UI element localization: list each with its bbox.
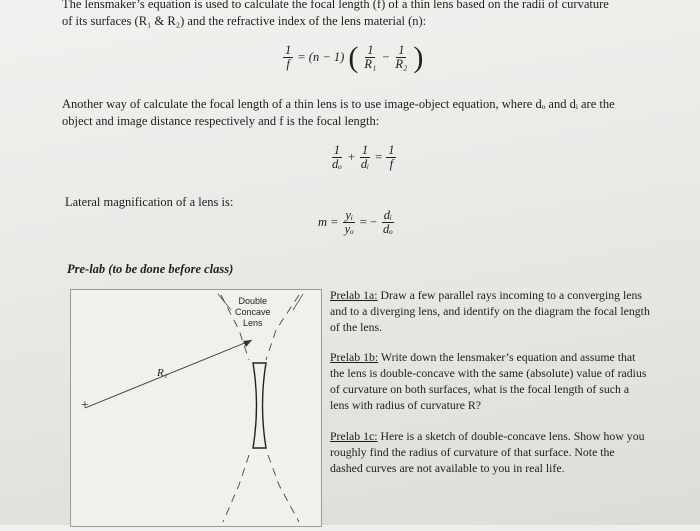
image-object-equation — [330, 144, 396, 171]
magnification-equation — [318, 209, 395, 236]
plus-sign: + — [347, 150, 355, 164]
lens-diagram — [70, 289, 322, 527]
lower-right-dashed-curve — [268, 455, 299, 522]
f-fraction: $\frac{1}{f}$ — [388, 143, 395, 171]
lower-left-dashed-curve — [223, 455, 249, 522]
y-fraction: $\frac{\text{yᵢ}}{\text{yₒ}}$ — [344, 208, 354, 236]
equals-sign: = — [375, 150, 383, 164]
upper-right-dashed-curve — [266, 295, 299, 360]
label-pointer-1 — [218, 294, 231, 310]
open-paren: ( — [348, 40, 359, 74]
radius-label: R₁ — [157, 367, 168, 379]
prelab-1c: Prelab 1c: Here is a sketch of double-concave lens. Show how you roughly find the radius of curvature of that surface. Note the dashed curves are not available to you in real life. — [330, 429, 645, 475]
close-paren: ) — [413, 40, 424, 74]
intro-paragraph — [62, 0, 692, 30]
prelab-1a: Prelab 1a: Draw a few parallel rays incoming to a converging lens and to a diverging lens, and identify on the diagram the focal length of the lens. — [330, 288, 650, 334]
image-object-line-1: Another way of calculate the focal length of a thin lens is to use image-object equation, where dₒ and dᵢ are the — [62, 97, 615, 111]
image-object-line-2: object and image distance respectively and f is the focal length: — [62, 114, 380, 128]
prelab-title: Pre-lab (to be done before class) — [67, 262, 234, 276]
equals-minus: = − — [359, 215, 377, 229]
lensmaker-middle: = (n − 1) — [297, 50, 345, 64]
prelab-1b: Prelab 1b: Write down the lensmaker’s equation and assume that the lens is double-concave with the same (absolute) value of radius of curvature on both surfaces, what is the focal length of such a lens with radius of curvature R? — [330, 350, 647, 412]
d-fraction: $\frac{\text{dᵢ}}{\text{dₒ}}$ — [382, 208, 393, 236]
r1-fraction: $\frac{1}{\text{R₁}}$ — [364, 43, 377, 71]
di-fraction: $\frac{1}{\text{dᵢ}}$ — [360, 143, 370, 171]
radius-line — [85, 340, 252, 408]
do-fraction: $\frac{1}{\text{dₒ}}$ — [332, 143, 342, 171]
m-equals: m = — [318, 215, 339, 229]
image-object-paragraph — [62, 96, 692, 130]
r2-fraction: $\frac{1}{\text{R₂}}$ — [395, 43, 408, 71]
intro-line-1: The lensmaker’s equation is used to calculate the focal length (f) of a thin lens based on the radii of curvature — [62, 0, 609, 11]
intro-line-2: of its surfaces (R₁ & R₂) and the refractive index of the lens material (n): — [62, 14, 427, 28]
lens-sketch — [71, 290, 321, 526]
magnification-label: Lateral magnification of a lens is: — [65, 195, 234, 209]
lhs-fraction: $\frac{1}{f}$ — [285, 43, 292, 71]
double-concave-lens — [253, 363, 266, 448]
center-mark: + — [81, 398, 89, 413]
lensmaker-equation — [283, 40, 424, 74]
minus-sign: − — [382, 50, 390, 64]
lens-label: Double Concave Lens — [235, 296, 271, 328]
